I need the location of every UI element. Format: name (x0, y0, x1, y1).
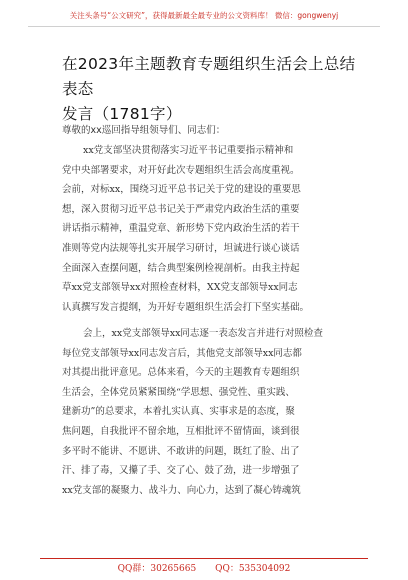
paragraph-2 (62, 324, 362, 500)
text-line: 焦问题，自我批评不留余地，互相批评不留情面，谈到很 (62, 425, 300, 437)
qq-label: QQ：535304092 (215, 564, 291, 574)
title-line-1: 在2023年主题教育专题组织生活会上总结表态 (62, 55, 356, 98)
header-divider (28, 26, 380, 27)
header-banner: 关注头条号“公文研究”，获得最新最全最专业的公文资料库！ 微信：gongwenyj (69, 11, 339, 20)
text-line: xx党支部的凝聚力、战斗力、向心力，达到了凝心铸魂筑 (62, 484, 301, 496)
salutation: 尊敬的xx巡回指导组领导们、同志们： (62, 125, 226, 136)
text-line: 每位党支部领导xx同志发言后，其他党支部领导xx同志都 (62, 347, 302, 359)
text-line: 对其提出批评意见。总体来看，今天的主题教育专题组织 (62, 367, 300, 379)
text-line: 会前，对标xx，围绕习近平总书记关于党的建设的重要思 (62, 184, 301, 196)
footer-contact (0, 561, 408, 574)
text-line: 汗、排了毒，又攥了手、交了心、鼓了劲，进一步增强了 (62, 465, 300, 477)
text-line: 准则等党内法规等扎实开展学习研讨，坦诚进行谈心谈话 (62, 242, 300, 254)
text-line: 建新功”的总要求，本着扎实认真、实事求是的态度，聚 (62, 406, 295, 418)
text-line: xx党支部坚决贯彻落实习近平书记重要指示精神和 (83, 145, 294, 156)
qq-group-label: QQ群：30265665 (117, 564, 197, 574)
text-line: 多平时不能讲、不愿讲、不敢讲的问题，既红了脸、出了 (62, 445, 300, 457)
paragraph-1 (62, 141, 362, 317)
text-line: 讲话指示精神，重温党章、新形势下党内政治生活的若干 (62, 223, 300, 235)
title-line-2: 发言（1781字） (62, 105, 182, 123)
text-line: 党中央部署要求，对开好此次专题组织生活会高度重视。 (62, 164, 300, 176)
document-title (62, 52, 362, 127)
text-line: 想，深入贯彻习近平总书记关于严肃党内政治生活的重要 (62, 203, 300, 215)
text-line: 全面深入查摆问题，结合典型案例检视剖析。由我主持起 (62, 262, 300, 274)
text-line: 生活会，全体党员紧紧围绕“学思想、强党性、重实践、 (62, 386, 295, 398)
text-line: 会上，xx党支部领导xx同志逐一表态发言并进行对照检查 (83, 328, 323, 339)
text-line: 草xx党支部领导xx对照检查材料，XX党支部领导xx同志 (62, 282, 298, 294)
text-line: 认真撰写发言提纲，为开好专题组织生活会打下坚实基础。 (62, 301, 310, 313)
footer-divider (40, 558, 368, 559)
